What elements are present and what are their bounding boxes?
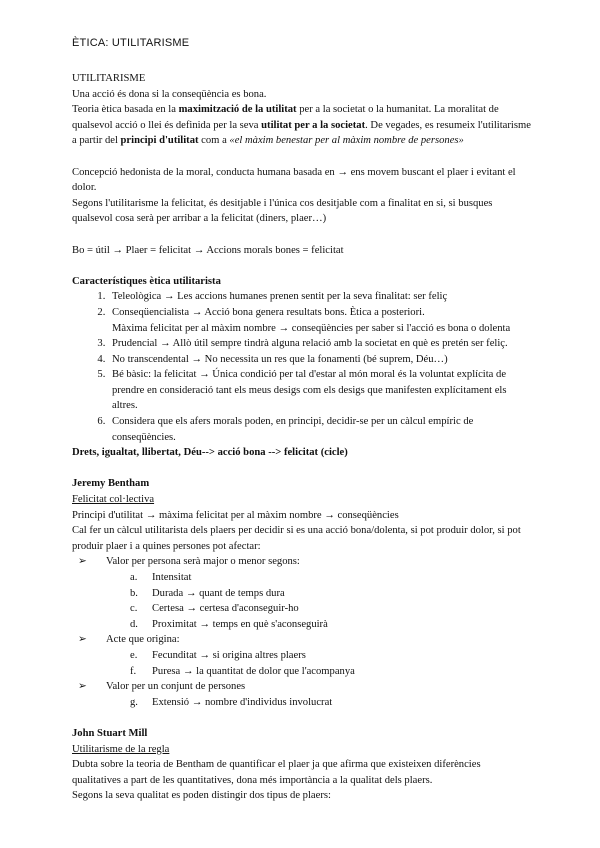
bentham-bullets: [72, 554, 532, 710]
item-text: Conseqüencialista → Acció bona genera resultats bons. Ètica a posteriori.: [112, 306, 425, 318]
calculation-paragraph: Cal fer un càlcul utilitarista dels plaers per decidir si es una acció bona/dolenta, si pot produir dolor, si pot produir plaer i a quines persones pot afectar:: [72, 525, 521, 552]
sub-item: [130, 648, 532, 664]
item-text: Teleològica → Les accions humanes prenen sentit per la seva finalitat: ser feliç: [112, 291, 448, 303]
item-text: Prudencial → Allò útil sempre tindrà alguna relació amb la societat en què es pretén ser feliç.: [112, 338, 508, 350]
sub-letter: b.: [130, 587, 138, 599]
sub-text: Fecunditat → si origina altres plaers: [152, 649, 306, 661]
sub-text: Extensió → nombre d'individus involucrat: [152, 696, 333, 708]
sub-letter: e.: [130, 649, 138, 661]
bold-heading: John Stuart Mill: [72, 727, 148, 739]
sub-letter: g.: [130, 696, 138, 708]
sub-list: [72, 570, 532, 632]
sub-item: [130, 664, 532, 680]
arrow-bullet-icon: ➢: [78, 556, 87, 568]
text-run: . De vegades, es resumeix l'utilitarisme a partir del: [72, 119, 531, 147]
sub-item: [130, 570, 532, 586]
sub-letter: a.: [130, 572, 138, 583]
bullet-item: [72, 554, 532, 570]
mill-paragraph: Dubta sobre la teoria de Bentham de quantificar el plaer ja que afirma que existeixen diferències qualitatives a part de les quantitatives, dona més importància a la qualitat dels plaers.: [72, 759, 481, 786]
characteristics-list: [72, 289, 532, 445]
sub-letter: c.: [130, 603, 138, 615]
bold-term: principi d'utilitat: [120, 135, 199, 147]
section-title-bentham: [72, 476, 532, 492]
theory-paragraph: [72, 102, 532, 149]
mill-types-line: Segons la seva qualitat es poden distingir dos tipus de plaers:: [72, 790, 331, 802]
section-title-mill: [72, 726, 532, 742]
sub-item: [130, 601, 532, 617]
cycle-line: [72, 445, 532, 461]
sub-text: Proximitat → temps en què s'aconseguirà: [152, 618, 328, 630]
list-item: [108, 305, 532, 336]
arrow-bullet-icon: ➢: [78, 681, 87, 693]
bold-term: utilitat per a la societat: [261, 119, 366, 131]
item-text: No transcendental → No necessita un res que la fonamenti (bé suprem, Déu…): [112, 353, 448, 365]
sub-item: [130, 586, 532, 602]
bullet-text: Acte que origina:: [106, 634, 180, 646]
document-body: [72, 71, 532, 804]
sub-text: Certesa → certesa d'aconseguir-ho: [152, 603, 299, 615]
sub-text: Intensitat: [152, 572, 192, 583]
list-item: [108, 336, 532, 352]
bold-line: Drets, igualtat, llibertat, Déu--> acció bona --> felicitat (cicle): [72, 447, 348, 459]
bullet-text: Valor per persona serà major o menor segons:: [106, 556, 300, 568]
bullet-text: Valor per un conjunt de persones: [106, 681, 246, 693]
hedonism-paragraph: Concepció hedonista de la moral, conducta humana basada en → ens movem buscant el plaer i evitant el dolor.: [72, 166, 516, 194]
item-text-extra: Màxima felicitat per al màxim nombre → conseqüències per saber si l'acció es bona o dolenta: [112, 322, 511, 334]
section-title-caracteristiques: [72, 274, 532, 290]
bold-heading: Característiques ètica utilitarista: [72, 275, 221, 287]
sub-letter: d.: [130, 618, 138, 630]
sub-list: [72, 648, 532, 679]
sub-item: [130, 695, 532, 711]
text-run: com a: [198, 135, 230, 147]
sub-list: [72, 695, 532, 711]
section-title-utilitarisme: UTILITARISME: [72, 73, 146, 84]
list-item: [108, 289, 532, 305]
bold-heading: Jeremy Bentham: [72, 478, 150, 490]
principle-line: Principi d'utilitat → màxima felicitat per al màxim nombre → conseqüències: [72, 509, 399, 521]
sub-text: Durada → quant de temps dura: [152, 587, 285, 599]
list-item: [108, 367, 532, 414]
item-text: Considera que els afers morals poden, en principi, decidir-se per un càlcul empíric de conseqüències.: [112, 416, 474, 443]
bullet-item: [72, 679, 532, 695]
happiness-paragraph: Segons l'utilitarisme la felicitat, és desitjable i l'única cos desitjable com a finalitat en si, si busques qualsevol cosa serà per arribar a la felicitat (diners, plaer…): [72, 197, 493, 225]
sub-item: [130, 617, 532, 633]
bullet-item: [72, 632, 532, 648]
text-run: Teoria ètica basada en la: [72, 104, 179, 116]
arrow-bullet-icon: ➢: [78, 634, 87, 646]
formula-line: Bo = útil → Plaer = felicitat → Accions morals bones = felicitat: [72, 244, 344, 256]
item-text: Bé bàsic: la felicitat → Única condició per tal d'estar al món moral és la voluntat explícita de prendre en consideració tant els meus desigs com els desigs que manifesten explícitament els altres.: [112, 369, 507, 412]
sub-letter: f.: [130, 665, 137, 677]
subtitle-regla: Utilitarisme de la regla: [72, 743, 170, 755]
definition-line: Una acció és dona si la conseqüència es bona.: [72, 88, 267, 100]
text-run: per a la societat o la humanitat. La moralitat de qualsevol acció o llei és definida per la seva: [72, 104, 499, 131]
list-item: [108, 414, 532, 445]
list-item: [108, 352, 532, 368]
bold-term: maximització de la utilitat: [178, 104, 297, 116]
sub-text: Puresa → la quantitat de dolor que l'acompanya: [152, 665, 355, 677]
page-header: ÈTICA: UTILITARISME: [72, 37, 190, 49]
subtitle-felicitat: Felicitat col·lectiva: [72, 494, 155, 506]
italic-quote: «el màxim benestar per al màxim nombre de persones»: [229, 135, 464, 147]
